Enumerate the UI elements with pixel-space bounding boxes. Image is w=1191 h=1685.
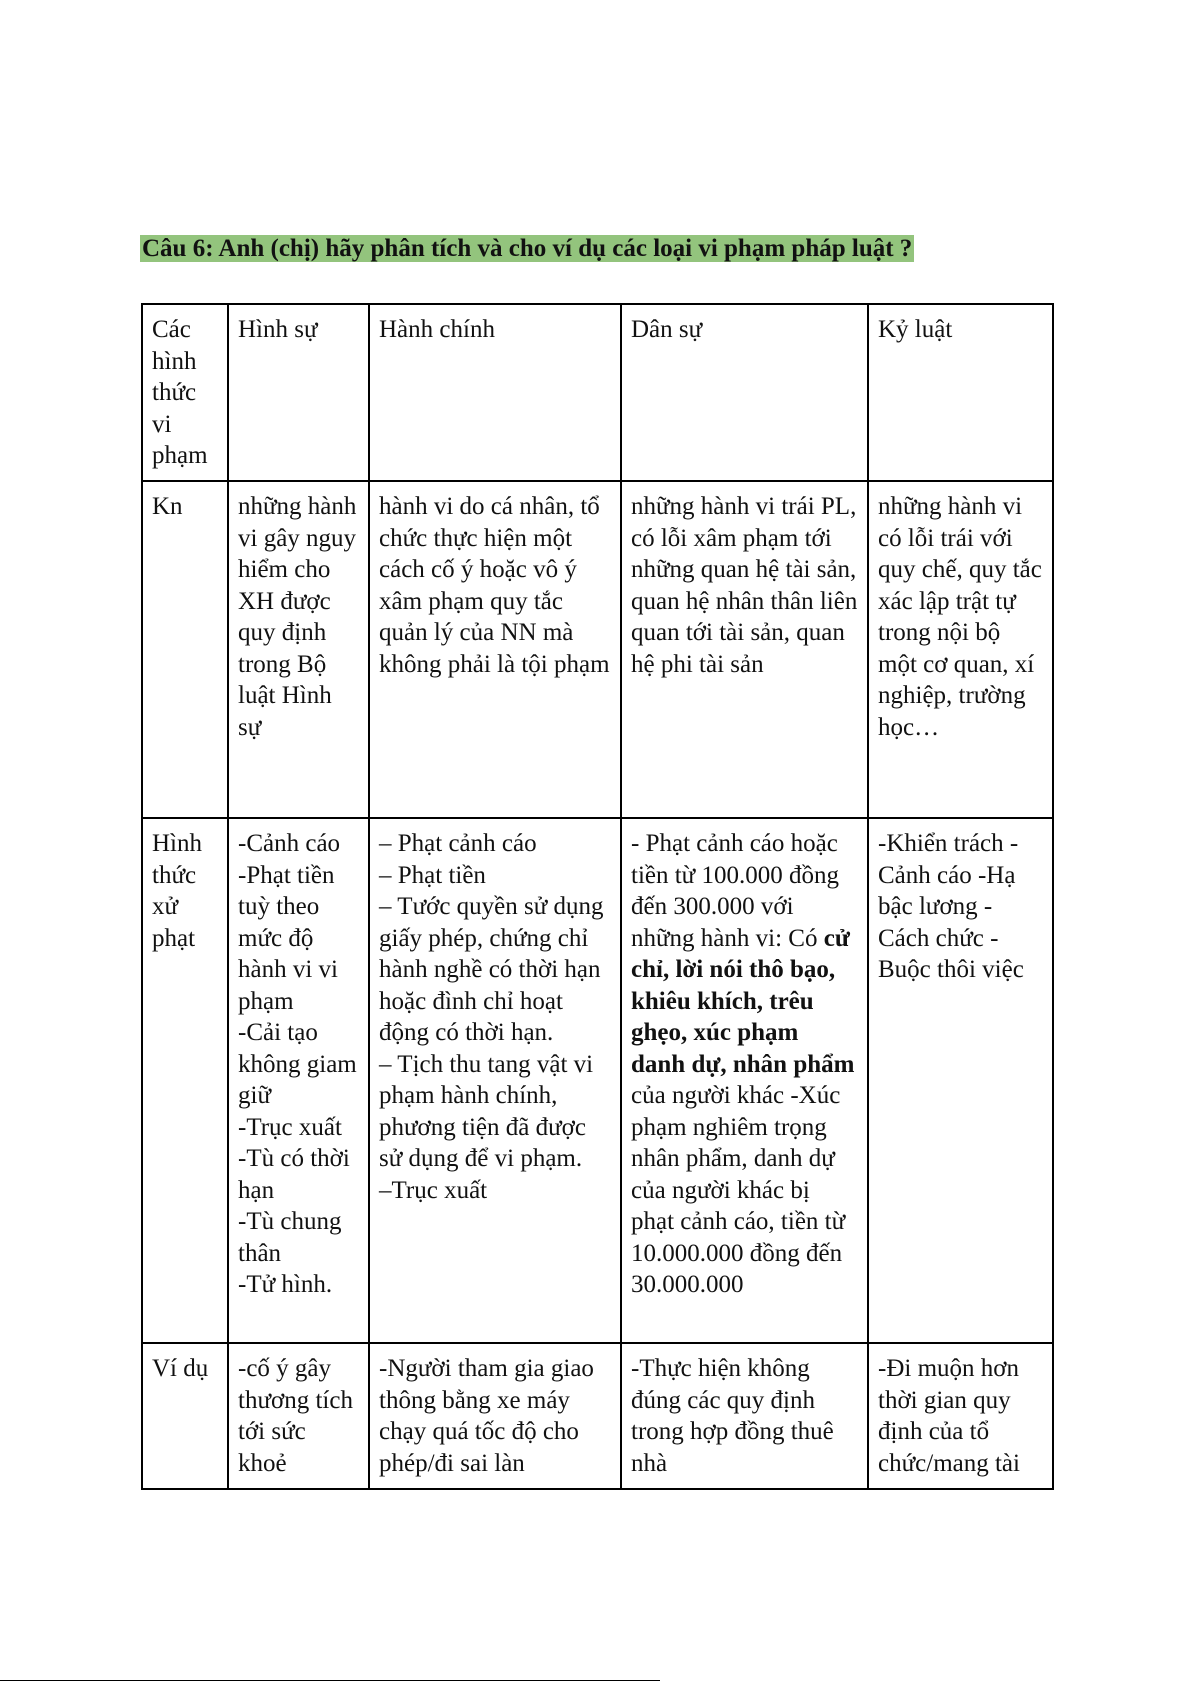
example-row [142, 1343, 1053, 1489]
penalty-row [142, 818, 1053, 1343]
penalty-administrative [369, 818, 621, 1343]
page-bottom-divider [0, 1680, 660, 1681]
example-label: Ví dụ [142, 1343, 228, 1489]
penalty-criminal-item: -Phạt tiền tuỳ theo mức độ hành vi vi phạm [238, 861, 338, 1015]
penalty-administrative-item: –Trục xuất [379, 1176, 488, 1204]
penalty-civil-bold: cử chỉ, lời nói thô bạo, khiêu khích, trêu ghẹo, xúc phạm danh dự, nhân phẩm [631, 924, 855, 1078]
penalty-label: Hình thức xử phạt [142, 818, 228, 1343]
header-civil: Dân sự [621, 304, 868, 481]
header-disciplinary: Kỷ luật [868, 304, 1053, 481]
penalty-civil [621, 818, 868, 1343]
violation-types-table [141, 303, 1054, 1490]
penalty-civil-part1: - Phạt cảnh cáo hoặc tiền từ 100.000 đồng đến 300.000 với những hành vi: Có [631, 830, 839, 952]
penalty-civil-part2: của người khác -Xúc phạm nghiêm trọng nhân phẩm, danh dự của người khác bị phạt cảnh cáo, tiền từ 10.000.000 đồng đến 30.000.000 [631, 1082, 846, 1298]
question-heading [140, 233, 914, 265]
penalty-criminal-item: -Tù có thời hạn [238, 1145, 350, 1204]
definition-row [142, 481, 1053, 818]
penalty-disciplinary: -Khiển trách -Cảnh cáo -Hạ bậc lương -Cách chức -Buộc thôi việc [868, 818, 1053, 1343]
penalty-criminal-item: -Tù chung thân [238, 1208, 342, 1267]
penalty-criminal-item: -Trục xuất [238, 1113, 342, 1141]
question-text: Câu 6: Anh (chị) hãy phân tích và cho ví dụ các loại vi phạm pháp luật ? [142, 235, 913, 262]
definition-disciplinary: những hành vi có lỗi trái với quy chế, quy tắc xác lập trật tự trong nội bộ một cơ quan, xí nghiệp, trường học… [868, 481, 1053, 818]
definition-administrative: hành vi do cá nhân, tổ chức thực hiện một cách cố ý hoặc vô ý xâm phạm quy tắc quản lý của NN mà không phải là tội phạm [369, 481, 621, 818]
penalty-administrative-item: – Tước quyền sử dụng giấy phép, chứng chỉ hành nghề có thời hạn hoặc đình chỉ hoạt động có thời hạn. [379, 893, 604, 1046]
header-row-label: Các hình thức vi phạm [142, 304, 228, 481]
definition-label: Kn [142, 481, 228, 818]
penalty-administrative-item: – Phạt cảnh cáo [379, 830, 537, 857]
header-administrative: Hành chính [369, 304, 621, 481]
penalty-criminal [228, 818, 369, 1343]
penalty-administrative-item: – Tịch thu tang vật vi phạm hành chính, phương tiện đã được sử dụng để vi phạm. [379, 1050, 594, 1172]
definition-civil: những hành vi trái PL, có lỗi xâm phạm tới những quan hệ tài sản, quan hệ nhân thân liên quan tới tài sản, quan hệ phi tài sản [621, 481, 868, 818]
penalty-administrative-item: – Phạt tiền [379, 861, 486, 889]
example-civil: -Thực hiện không đúng các quy định trong hợp đồng thuê nhà [621, 1343, 868, 1489]
header-criminal: Hình sự [228, 304, 369, 481]
example-disciplinary: -Đi muộn hơn thời gian quy định của tổ chức/mang tài [868, 1343, 1053, 1489]
header-row [142, 304, 1053, 481]
example-administrative: -Người tham gia giao thông bằng xe máy chạy quá tốc độ cho phép/đi sai làn [369, 1343, 621, 1489]
penalty-criminal-item: -Tử hình. [238, 1271, 333, 1298]
penalty-criminal-item: -Cải tạo không giam giữ [238, 1019, 357, 1109]
definition-criminal: những hành vi gây nguy hiểm cho XH được quy định trong Bộ luật Hình sự [228, 481, 369, 818]
example-criminal: -cố ý gây thương tích tới sức khoẻ [228, 1343, 369, 1489]
penalty-criminal-item: -Cảnh cáo [238, 830, 341, 857]
